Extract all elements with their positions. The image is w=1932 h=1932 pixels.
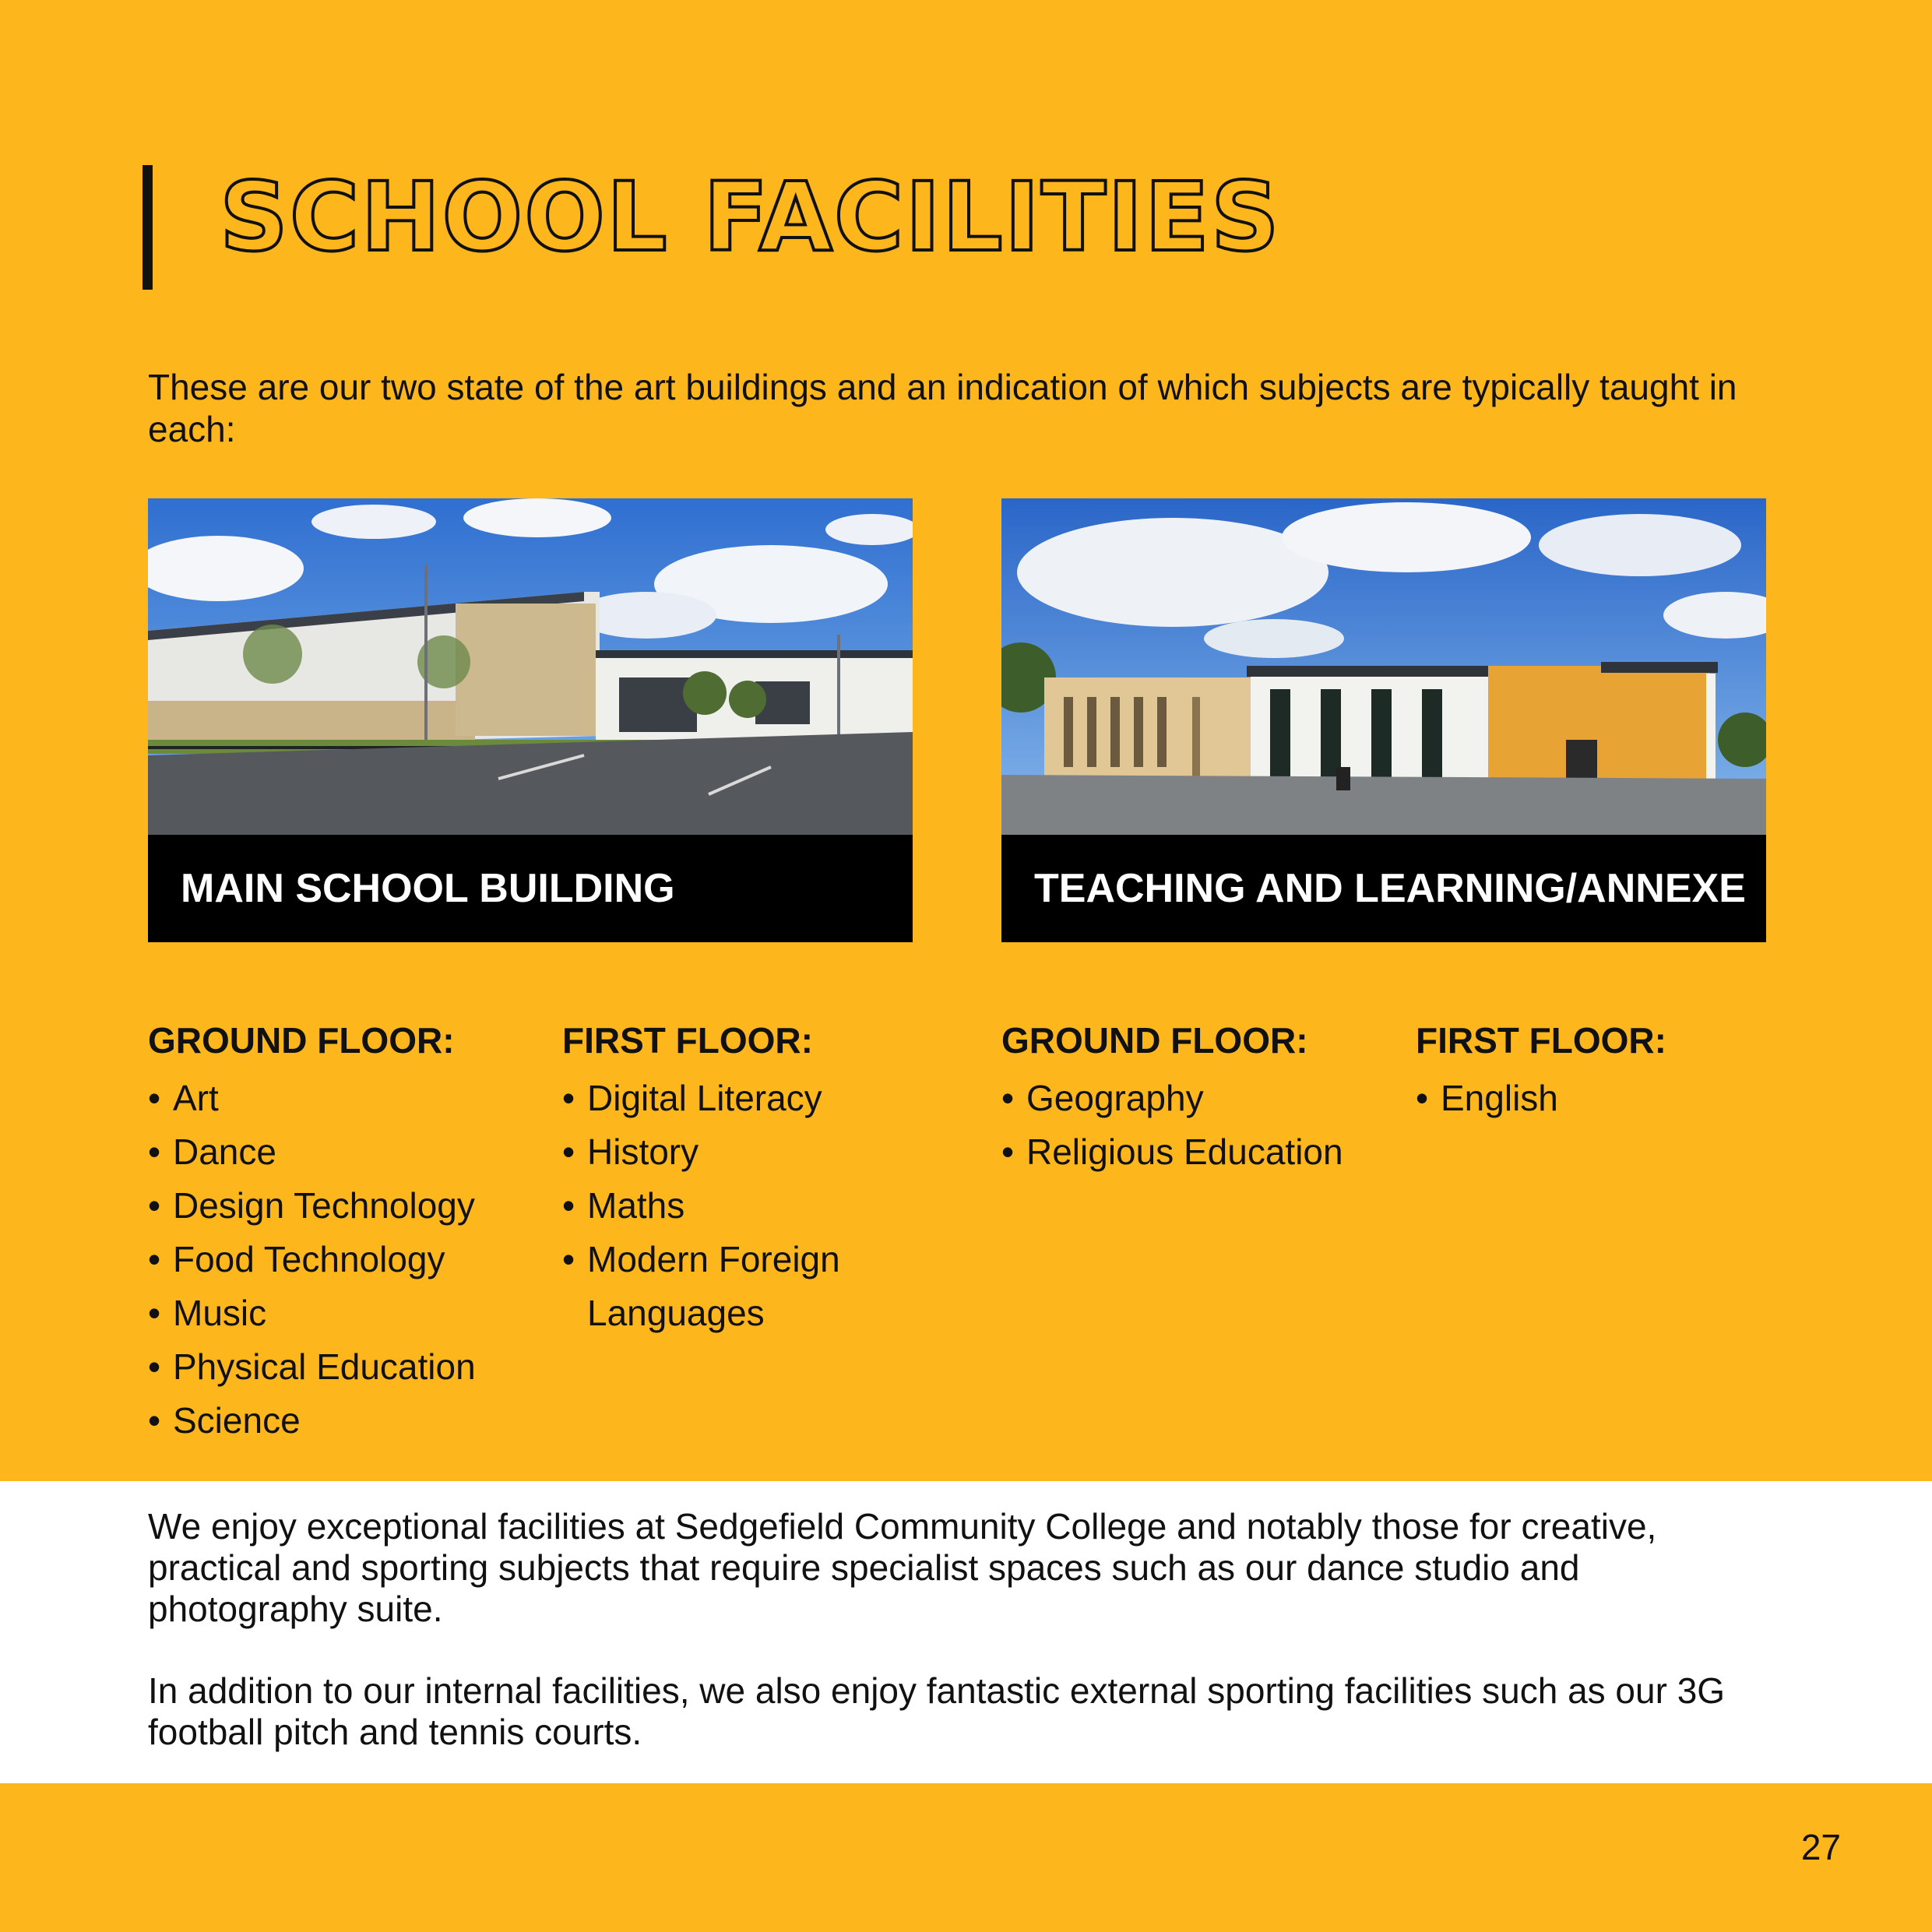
page-number: 27 — [1800, 1827, 1841, 1867]
list-item: • Science — [148, 1394, 537, 1448]
annexe-building-photo — [1001, 498, 1766, 835]
main-first-floor — [562, 1019, 874, 1340]
list-item: • English — [1416, 1072, 1805, 1125]
floor-heading: FIRST FLOOR: — [562, 1020, 813, 1061]
list-item: • Food Technology — [148, 1233, 537, 1286]
list-item: • Art — [148, 1072, 537, 1125]
list-item: • Modern Foreign Languages — [562, 1233, 874, 1340]
external-facilities-paragraph: In addition to our internal facilities, we also enjoy fantastic external sporting facilities such as our 3G football pitch and tennis courts. — [148, 1670, 1726, 1752]
subject-list — [1416, 1072, 1805, 1125]
annexe-first-floor — [1416, 1019, 1805, 1125]
floor-heading: GROUND FLOOR: — [1001, 1020, 1308, 1061]
list-item: • Religious Education — [1001, 1125, 1406, 1179]
intro-text: These are our two state of the art buildings and an indication of which subjects are typically taught in each: — [148, 367, 1737, 449]
subject-list — [1001, 1072, 1406, 1179]
list-item: • History — [562, 1125, 874, 1179]
main-building-photo — [148, 498, 913, 835]
list-item: • Geography — [1001, 1072, 1406, 1125]
list-item: • Dance — [148, 1125, 537, 1179]
subject-list — [562, 1072, 874, 1340]
floor-heading: FIRST FLOOR: — [1416, 1020, 1666, 1061]
main-building-card — [148, 498, 913, 942]
annexe-building-card — [1001, 498, 1766, 942]
title-accent-bar — [143, 165, 153, 290]
subject-list — [148, 1072, 537, 1448]
main-ground-floor — [148, 1019, 537, 1448]
list-item: • Digital Literacy — [562, 1072, 874, 1125]
annexe-building-caption: TEACHING AND LEARNING/ANNEXE — [1001, 835, 1766, 942]
facilities-paragraph: We enjoy exceptional facilities at Sedgefield Community College and notably those for creative, practical and sporting subjects that require specialist spaces such as our dance studio and photography suite. — [148, 1506, 1657, 1629]
list-item: • Physical Education — [148, 1340, 537, 1394]
main-building-caption: MAIN SCHOOL BUILDING — [148, 835, 913, 942]
list-item: • Music — [148, 1286, 537, 1340]
list-item: • Maths — [562, 1179, 874, 1233]
annexe-ground-floor — [1001, 1019, 1406, 1179]
page-title: SCHOOL FACILITIES — [220, 162, 1281, 273]
floor-heading: GROUND FLOOR: — [148, 1020, 455, 1061]
list-item: • Design Technology — [148, 1179, 537, 1233]
